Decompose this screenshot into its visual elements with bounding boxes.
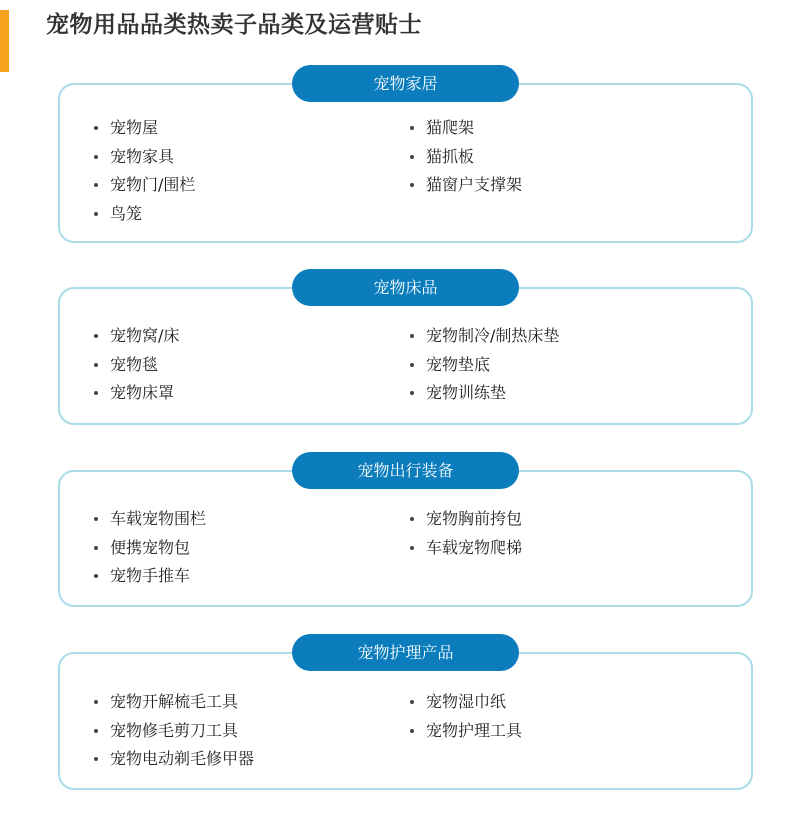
section-title-pill: 宠物出行装备: [292, 452, 519, 489]
list-item: 宠物屋: [92, 114, 195, 143]
list-item: 鸟笼: [92, 200, 195, 229]
list-item: 猫窗户支撑架: [408, 171, 522, 200]
list-item: 宠物床罩: [92, 379, 179, 408]
section-title-pill: 宠物家居: [292, 65, 519, 102]
list-item: 宠物窝/床: [92, 322, 179, 351]
list-item: 宠物垫底: [408, 351, 559, 380]
list-item: 宠物护理工具: [408, 717, 522, 746]
list-item: 宠物门/围栏: [92, 171, 195, 200]
page-title: 宠物用品品类热卖子品类及运营贴士: [46, 12, 422, 38]
item-list-left: [92, 114, 195, 228]
section-box: [58, 470, 753, 607]
item-list-right: [408, 688, 522, 745]
item-list-left: [92, 688, 254, 774]
list-item: 宠物制冷/制热床垫: [408, 322, 559, 351]
section-home: [58, 65, 753, 243]
section-care: [58, 634, 753, 790]
list-item: 车载宠物爬梯: [408, 534, 522, 563]
list-item: 猫抓板: [408, 143, 522, 172]
item-list-left: [92, 322, 179, 408]
list-item: 便携宠物包: [92, 534, 206, 563]
list-item: 宠物湿巾纸: [408, 688, 522, 717]
section-bedding: [58, 269, 753, 425]
section-title-pill: 宠物护理产品: [292, 634, 519, 671]
section-box: [58, 287, 753, 425]
list-item: 宠物修毛剪刀工具: [92, 717, 254, 746]
accent-bar: [0, 10, 9, 72]
list-item: 宠物毯: [92, 351, 179, 380]
section-travel: [58, 452, 753, 607]
list-item: 宠物家具: [92, 143, 195, 172]
list-item: 猫爬架: [408, 114, 522, 143]
item-list-right: [408, 114, 522, 200]
list-item: 宠物电动剃毛修甲器: [92, 745, 254, 774]
list-item: 车载宠物围栏: [92, 505, 206, 534]
list-item: 宠物手推车: [92, 562, 206, 591]
section-box: [58, 652, 753, 790]
list-item: 宠物开解梳毛工具: [92, 688, 254, 717]
list-item: 宠物胸前挎包: [408, 505, 522, 534]
item-list-right: [408, 322, 559, 408]
item-list-right: [408, 505, 522, 562]
section-title-pill: 宠物床品: [292, 269, 519, 306]
item-list-left: [92, 505, 206, 591]
list-item: 宠物训练垫: [408, 379, 559, 408]
section-box: [58, 83, 753, 243]
